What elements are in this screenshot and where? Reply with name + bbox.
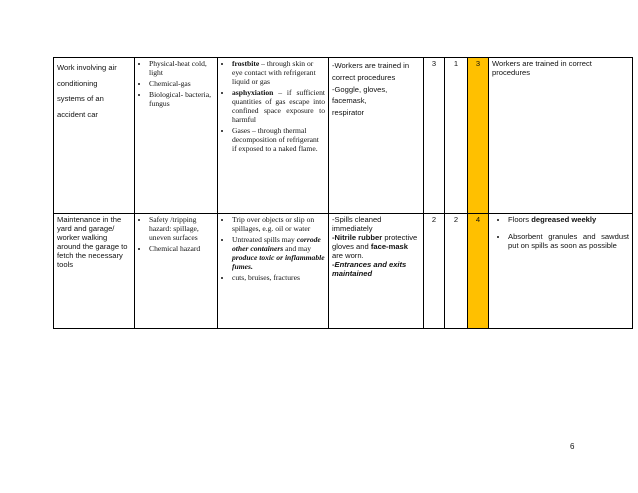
risk-rating-cell: 4 [468,214,489,329]
risk-desc: Gases – through thermal decomposition of refrigerant if exposed to a naked flame. [232,125,319,153]
risks-cell [218,214,329,329]
likelihood-cell: 2 [424,214,445,329]
risk-text: Untreated spills may [232,234,297,244]
table-row [54,58,633,214]
likelihood-cell: 3 [424,58,445,214]
activity-line: accident car [57,109,98,119]
risk-desc: – if sufficient quantities of gas escape into confined space exposure to harmful [232,87,325,124]
hazard-item: • Physical-heat cold, light [149,60,214,78]
risk-item [232,236,325,272]
risk-term: frostbite [232,59,260,68]
activity-line: conditioning [57,78,98,88]
severity-cell: 1 [445,58,468,214]
risk-emphasis: produce toxic or inflammable fumes. [232,252,325,271]
control-text: are worn. [332,250,364,260]
control-emphasis: -Entrances and exits maintained [332,259,407,278]
activity-cell [54,58,135,214]
risk-item [232,89,325,125]
control-emphasis: -Nitrile rubber [332,232,383,242]
severity-cell: 2 [445,214,468,329]
risk-assessment-table [53,57,633,329]
action-item [508,216,629,225]
risk-item: • cuts, bruises, fractures [232,274,325,283]
control-line [332,234,420,261]
hazard-item: • Chemical hazard [149,245,214,254]
action-emphasis: degreased weekly [531,215,597,224]
page-number: 6 [570,442,575,451]
risks-cell [218,58,329,214]
activity-cell: Maintenance in the yard and garage/ worker walking around the garage to fetch the necessary tools [54,214,135,329]
control-line: facemask, [332,96,367,106]
control-line: -Spills cleaned immediately [332,215,382,233]
hazards-cell [135,58,218,214]
risk-desc: – through skin or eye contact with refrigerant liquid or gas [232,59,316,86]
control-emphasis: face-mask [370,241,408,251]
action-item: • Absorbent granules and sawdust put on spills as soon as possible [508,233,629,251]
hazard-item: • Safety /tripping hazard: spillage, uneven surfaces [149,216,214,243]
controls-cell [329,58,424,214]
further-actions-cell: Workers are trained in correct procedures [489,58,633,214]
hazard-item: • Biological- bacteria, fungus [149,91,214,109]
control-text: protective gloves and [332,232,418,251]
control-line: -Goggle, gloves, [332,84,388,94]
table-row [54,214,633,329]
controls-cell [329,214,424,329]
risk-text: and may [283,243,312,253]
action-text: Floors [508,215,532,224]
risk-item: • Trip over objects or slip on spillages, e.g. oil or water [232,216,325,234]
hazard-item: • Chemical-gas [149,80,214,89]
control-line: -Workers are trained in correct procedures [332,61,410,82]
risk-emphasis: corrode other containers [232,234,321,253]
activity-line: Work involving air [57,63,117,72]
risk-item [232,127,325,154]
risk-term: asphyxiation [232,87,274,97]
further-actions-cell [489,214,633,329]
risk-item [232,60,325,87]
control-line [332,261,420,279]
control-line: respirator [332,108,365,118]
risk-rating-cell: 3 [468,58,489,214]
activity-line: systems of an [57,94,104,104]
hazards-cell [135,214,218,329]
